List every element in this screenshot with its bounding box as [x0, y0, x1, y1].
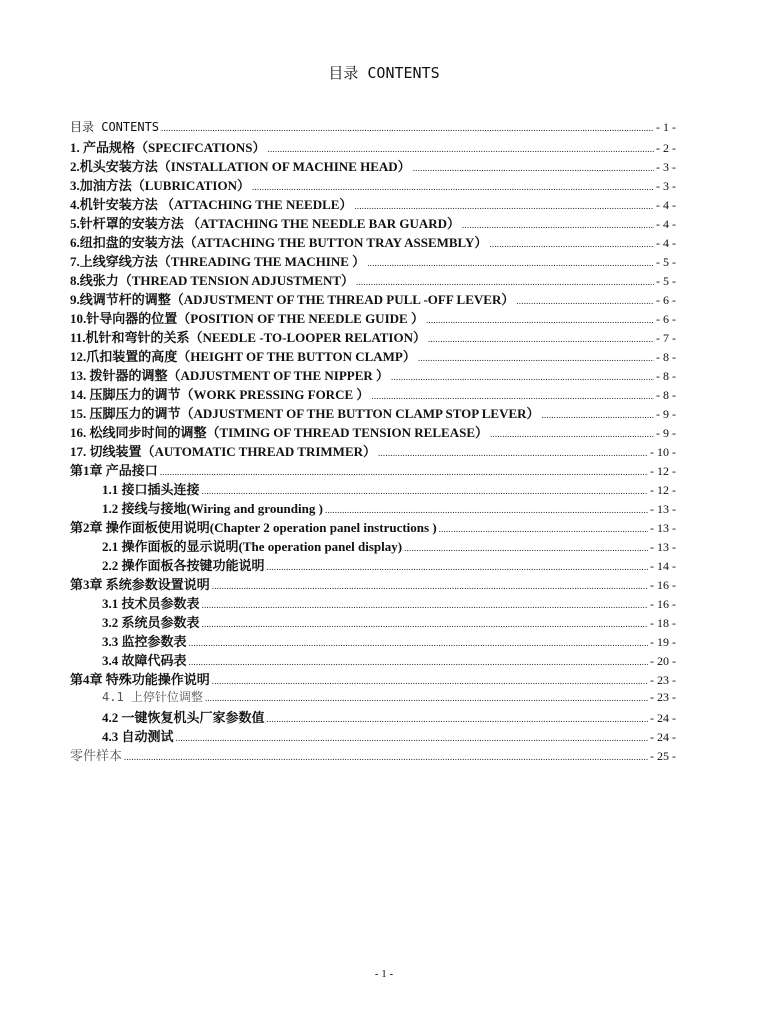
toc-entry-title: 7.上线穿线方法（THREADING THE MACHINE ） [70, 254, 366, 269]
toc-leader-dots [189, 657, 648, 667]
toc-entry[interactable] [70, 745, 676, 764]
toc-entry[interactable] [70, 574, 676, 593]
toc-leader-dots [189, 638, 648, 648]
toc-entry[interactable] [70, 194, 676, 213]
toc-entry-title: 1.2 接线与接地(Wiring and grounding ) [102, 501, 323, 516]
toc-leader-dots [202, 486, 648, 496]
toc-leader-dots [354, 201, 654, 211]
toc-entry-page: - 9 - [656, 407, 676, 421]
toc-entry[interactable] [70, 403, 676, 422]
toc-leader-dots [205, 693, 648, 703]
toc-entry-title: 5.针杆罩的安装方法 （ATTACHING THE NEEDLE BAR GUARD） [70, 216, 461, 231]
toc-leader-dots [378, 448, 648, 458]
toc-entry-page: - 8 - [656, 369, 676, 383]
toc-entry-page: - 4 - [656, 236, 676, 250]
toc-entry-page: - 1 - [656, 120, 676, 134]
toc-entry[interactable] [70, 422, 676, 441]
toc-entry[interactable] [70, 270, 676, 289]
toc-leader-dots [391, 372, 654, 382]
toc-entry-title: 第2章 操作面板使用说明(Chapter 2 operation panel instructions ) [70, 520, 437, 535]
toc-entry-title: 3.1 技术员参数表 [102, 596, 200, 611]
toc-entry-page: - 13 - [650, 502, 676, 516]
toc-entry[interactable] [70, 631, 676, 650]
toc-entry[interactable] [70, 707, 676, 726]
toc-entry-page: - 2 - [656, 141, 676, 155]
toc-entry-title: 1. 产品规格（SPECIFCATIONS） [70, 140, 266, 155]
toc-entry[interactable] [70, 346, 676, 365]
toc-entry[interactable] [70, 593, 676, 612]
toc-entry-page: - 14 - [650, 559, 676, 573]
toc-entry-page: - 19 - [650, 635, 676, 649]
toc-entry-page: - 4 - [656, 198, 676, 212]
toc-entry-title: 2.机头安装方法（INSTALLATION OF MACHINE HEAD） [70, 159, 411, 174]
toc-entry-title: 10.针导向器的位置（POSITION OF THE NEEDLE GUIDE ） [70, 311, 424, 326]
toc-leader-dots [252, 182, 654, 192]
toc-leader-dots [268, 144, 654, 154]
toc-leader-dots [439, 524, 648, 534]
toc-entry-title: 16. 松线同步时间的调整（TIMING OF THREAD TENSION RELEASE） [70, 425, 488, 440]
toc-leader-dots [418, 353, 654, 363]
toc-entry[interactable] [70, 156, 676, 175]
toc-leader-dots [267, 562, 648, 572]
toc-entry-page: - 23 - [650, 673, 676, 687]
toc-entry-title: 9.线调节杆的调整（ADJUSTMENT OF THE THREAD PULL -OFF LEVER） [70, 292, 515, 307]
toc-entry-title: 11.机针和弯针的关系（NEEDLE -TO-LOOPER RELATION） [70, 330, 426, 345]
toc-entry-title: 3.加油方法（LUBRICATION） [70, 178, 250, 193]
page-title: 目录 CONTENTS [328, 64, 440, 82]
toc-leader-dots [490, 429, 654, 439]
toc-entry-title: 目录 CONTENTS [70, 120, 160, 134]
toc-entry-page: - 24 - [650, 711, 676, 725]
toc-entry-page: - 3 - [656, 179, 676, 193]
toc-entry-page: - 5 - [656, 255, 676, 269]
table-of-contents [70, 118, 676, 764]
toc-entry-title: 2.2 操作面板各按键功能说明 [102, 558, 265, 573]
toc-entry-page: - 5 - [656, 274, 676, 288]
toc-entry-title: 4.3 自动测试 [102, 729, 174, 744]
toc-entry-page: - 12 - [650, 483, 676, 497]
toc-leader-dots [404, 543, 648, 553]
toc-entry-page: - 25 - [650, 749, 676, 763]
toc-entry[interactable] [70, 327, 676, 346]
toc-entry-page: - 8 - [656, 350, 676, 364]
toc-entry[interactable] [70, 460, 676, 479]
toc-entry-page: - 13 - [650, 540, 676, 554]
toc-leader-dots [516, 296, 654, 306]
toc-leader-dots [356, 277, 654, 287]
toc-entry-page: - 3 - [656, 160, 676, 174]
toc-entry[interactable] [70, 365, 676, 384]
toc-entry-title: 3.2 系统员参数表 [102, 615, 200, 630]
toc-entry-page: - 9 - [656, 426, 676, 440]
toc-entry-title: 第4章 特殊功能操作说明 [70, 672, 210, 687]
toc-entry-page: - 16 - [650, 597, 676, 611]
toc-entry[interactable] [70, 688, 676, 707]
toc-entry-page: - 4 - [656, 217, 676, 231]
toc-entry[interactable] [70, 137, 676, 156]
toc-entry[interactable] [70, 555, 676, 574]
toc-entry[interactable] [70, 232, 676, 251]
toc-entry-title: 13. 拨针器的调整（ADJUSTMENT OF THE NIPPER ） [70, 368, 390, 383]
toc-entry-title: 6.纽扣盘的安装方法（ATTACHING THE BUTTON TRAY ASSEMBLY） [70, 235, 488, 250]
toc-entry-title: 零件样本 [70, 748, 123, 763]
toc-entry-page: - 24 - [650, 730, 676, 744]
toc-entry[interactable] [70, 289, 676, 308]
toc-entry-page: - 10 - [650, 445, 676, 459]
toc-entry-title: 4.2 一键恢复机头厂家参数值 [102, 710, 265, 725]
toc-entry[interactable] [70, 251, 676, 270]
toc-entry-title: 2.1 操作面板的显示说明(The operation panel display) [102, 539, 403, 554]
toc-leader-dots [325, 505, 648, 515]
toc-entry[interactable] [70, 517, 676, 536]
toc-entry-page: - 23 - [650, 690, 676, 704]
toc-leader-dots [202, 600, 648, 610]
toc-leader-dots [462, 220, 654, 230]
toc-entry-title: 3.4 故障代码表 [102, 653, 187, 668]
page-number: - 1 - [374, 968, 394, 980]
toc-leader-dots [176, 733, 648, 743]
toc-entry[interactable] [70, 384, 676, 403]
toc-entry-title: 15. 压脚压力的调节（ADJUSTMENT OF THE BUTTON CLAMP STOP LEVER） [70, 406, 540, 421]
toc-entry[interactable] [70, 213, 676, 232]
toc-entry-page: - 13 - [650, 521, 676, 535]
toc-entry-page: - 12 - [650, 464, 676, 478]
toc-entry[interactable] [70, 479, 676, 498]
toc-entry-title: 17. 切线装置（AUTOMATIC THREAD TRIMMER） [70, 444, 377, 459]
toc-entry-title: 14. 压脚压力的调节（WORK PRESSING FORCE ） [70, 387, 370, 402]
toc-entry[interactable] [70, 498, 676, 517]
toc-leader-dots [489, 239, 654, 249]
toc-leader-dots [202, 619, 648, 629]
toc-leader-dots [124, 752, 648, 762]
toc-entry-page: - 20 - [650, 654, 676, 668]
toc-entry-title: 3.3 监控参数表 [102, 634, 187, 649]
toc-entry-title: 12.爪扣装置的高度（HEIGHT OF THE BUTTON CLAMP） [70, 349, 416, 364]
toc-entry[interactable] [70, 669, 676, 688]
toc-entry-page: - 18 - [650, 616, 676, 630]
toc-entry-title: 1.1 接口插头连接 [102, 482, 200, 497]
toc-entry[interactable] [70, 536, 676, 555]
toc-leader-dots [371, 391, 654, 401]
toc-entry-page: - 6 - [656, 293, 676, 307]
toc-entry-page: - 6 - [656, 312, 676, 326]
toc-entry[interactable] [70, 612, 676, 631]
toc-leader-dots [367, 258, 654, 268]
toc-leader-dots [160, 467, 648, 477]
toc-entry[interactable] [70, 441, 676, 460]
toc-entry[interactable] [70, 650, 676, 669]
toc-entry[interactable] [70, 726, 676, 745]
toc-entry-page: - 7 - [656, 331, 676, 345]
toc-entry-title: 第1章 产品接口 [70, 463, 158, 478]
toc-leader-dots [267, 714, 648, 724]
toc-entry-page: - 16 - [650, 578, 676, 592]
toc-entry[interactable] [70, 118, 676, 137]
toc-entry[interactable] [70, 175, 676, 194]
toc-entry-title: 8.线张力（THREAD TENSION ADJUSTMENT） [70, 273, 355, 288]
toc-leader-dots [428, 334, 654, 344]
toc-leader-dots [212, 676, 648, 686]
toc-entry[interactable] [70, 308, 676, 327]
toc-entry-title: 4.机针安装方法 （ATTACHING THE NEEDLE） [70, 197, 353, 212]
toc-entry-title: 4.1 上停针位调整 [102, 690, 203, 704]
toc-leader-dots [542, 410, 654, 420]
toc-leader-dots [426, 315, 654, 325]
toc-leader-dots [413, 163, 654, 173]
toc-leader-dots [161, 123, 654, 133]
toc-entry-title: 第3章 系统参数设置说明 [70, 577, 210, 592]
toc-leader-dots [212, 581, 648, 591]
toc-entry-page: - 8 - [656, 388, 676, 402]
